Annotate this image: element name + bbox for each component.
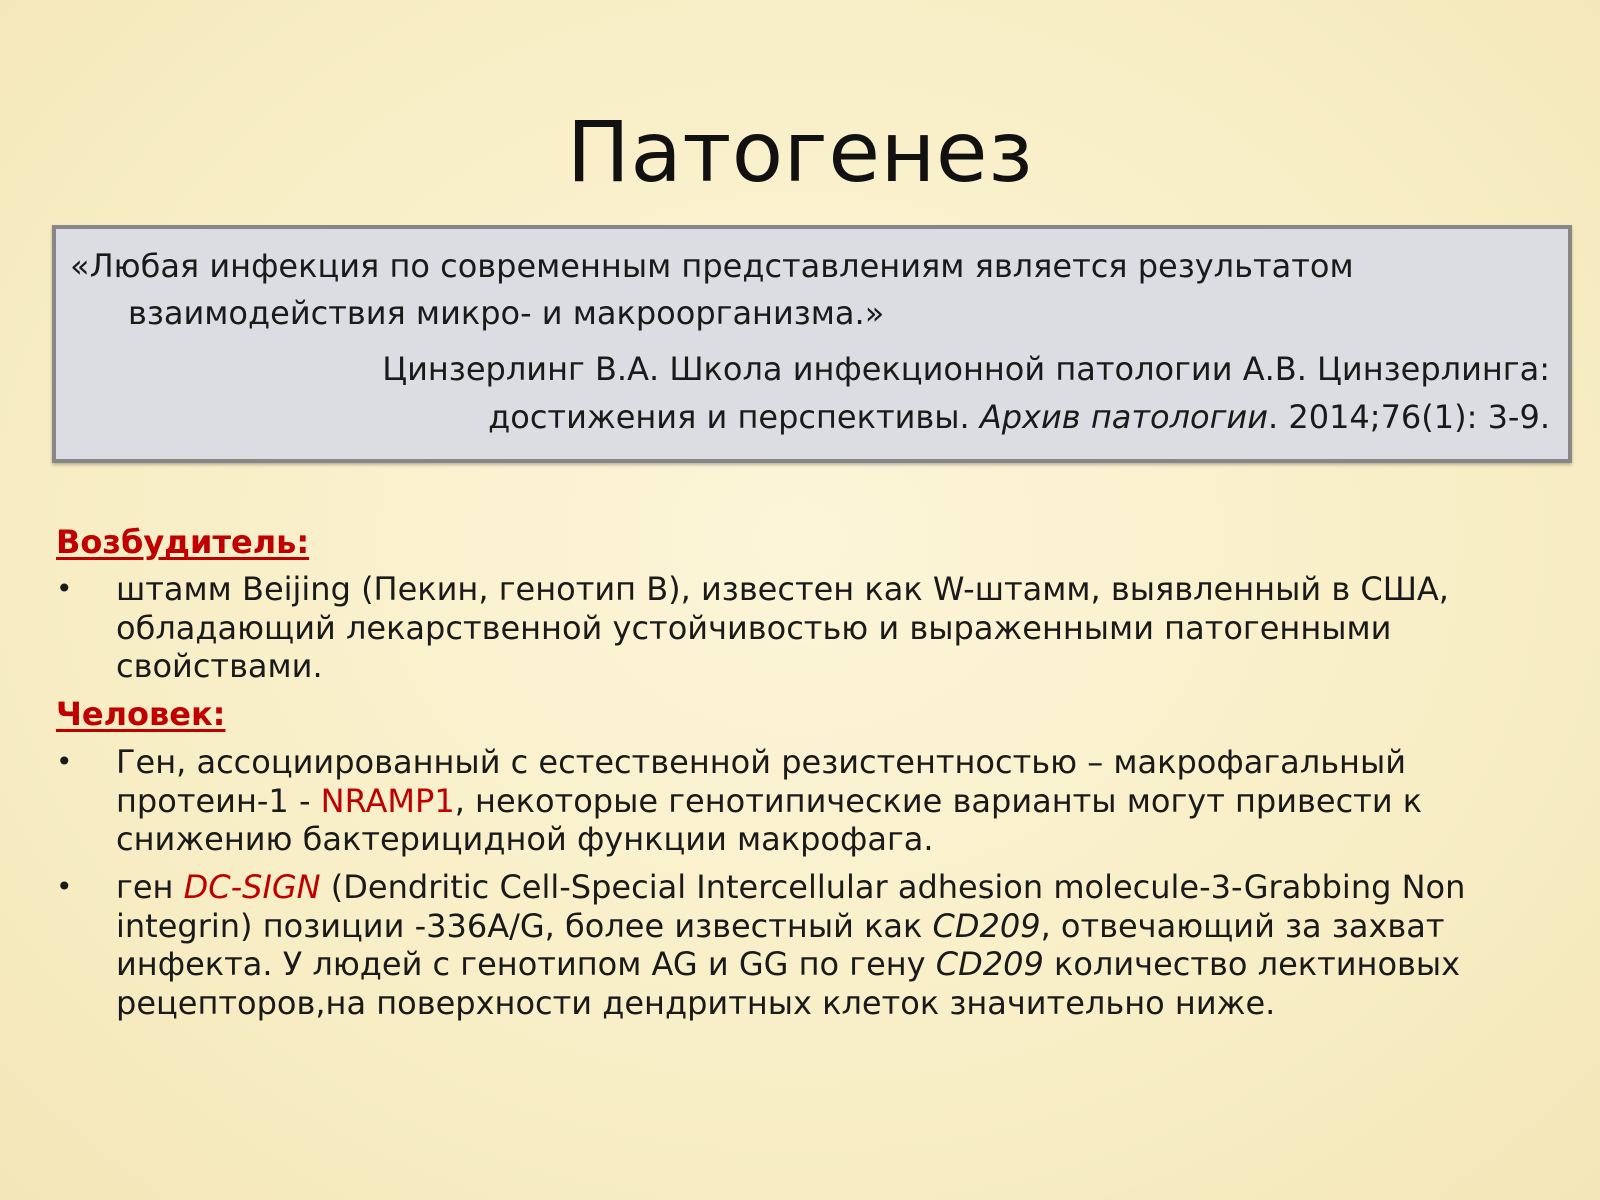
slide-title: Патогенез: [566, 103, 1034, 201]
bullet-dot: •: [56, 572, 73, 605]
human-heading: Человек:: [56, 695, 226, 733]
human-bullet-2-part3: , отвечающий за захват инфекта. У людей с генотипом AG и GG по гену: [116, 906, 1445, 983]
citation-line-2: [250, 393, 1550, 441]
bullet-dot: •: [56, 745, 73, 778]
bullet-dot: •: [56, 870, 73, 903]
human-bullet-2-part1: ген: [116, 868, 184, 906]
gene-dc-sign: DC-SIGN: [183, 868, 321, 906]
human-bullet-2-part2: (Dendritic Cell-Special Intercellular adhesion molecule-3-Grabbing Non integrin) позиции -336A/G, более известный как: [116, 868, 1466, 945]
human-bullet-1-text: [116, 743, 1556, 859]
human-bullet-1-part2: , некоторые генотипические варианты могут привести к снижению бактерицидной функции макрофага.: [116, 781, 1423, 858]
gene-nramp1: NRAMP1: [320, 781, 455, 820]
citation: [250, 345, 1550, 441]
citation-line-1: Цинзерлинг В.А. Школа инфекционной патологии А.В. Цинзерлинга:: [382, 350, 1550, 388]
citation-journal: Архив патологии: [979, 398, 1268, 436]
quote-line-1: «Любая инфекция по современным представлениям является результатом: [70, 247, 1354, 285]
human-bullet-2-part4: количество лектиновых рецепторов,на поверхности дендритных клеток значительно ниже.: [116, 945, 1461, 1022]
citation-suffix: . 2014;76(1): 3-9.: [1268, 398, 1550, 436]
quote-line-2: взаимодействия микро- и макроорганизма.»: [128, 294, 885, 332]
pathogen-bullet-1-text: штамм Beijing (Пекин, генотип B), известен как W-штамм, выявленный в США, обладающий лекарственной устойчивостью и выраженными патогенными свойствами.: [116, 570, 1449, 685]
quote-text: [70, 243, 1530, 337]
quote-box: [52, 225, 1572, 463]
gene-cd209-1: CD209: [932, 906, 1041, 945]
human-bullet-1-part1: Ген, ассоциированный с естественной резистентностью – макрофагальный протеин-1 -: [116, 743, 1407, 820]
citation-prefix: достижения и перспективы.: [488, 398, 980, 436]
pathogen-heading: Возбудитель:: [56, 523, 310, 561]
gene-cd209-2: CD209: [935, 945, 1044, 983]
human-bullet-2-text: [116, 868, 1556, 1022]
